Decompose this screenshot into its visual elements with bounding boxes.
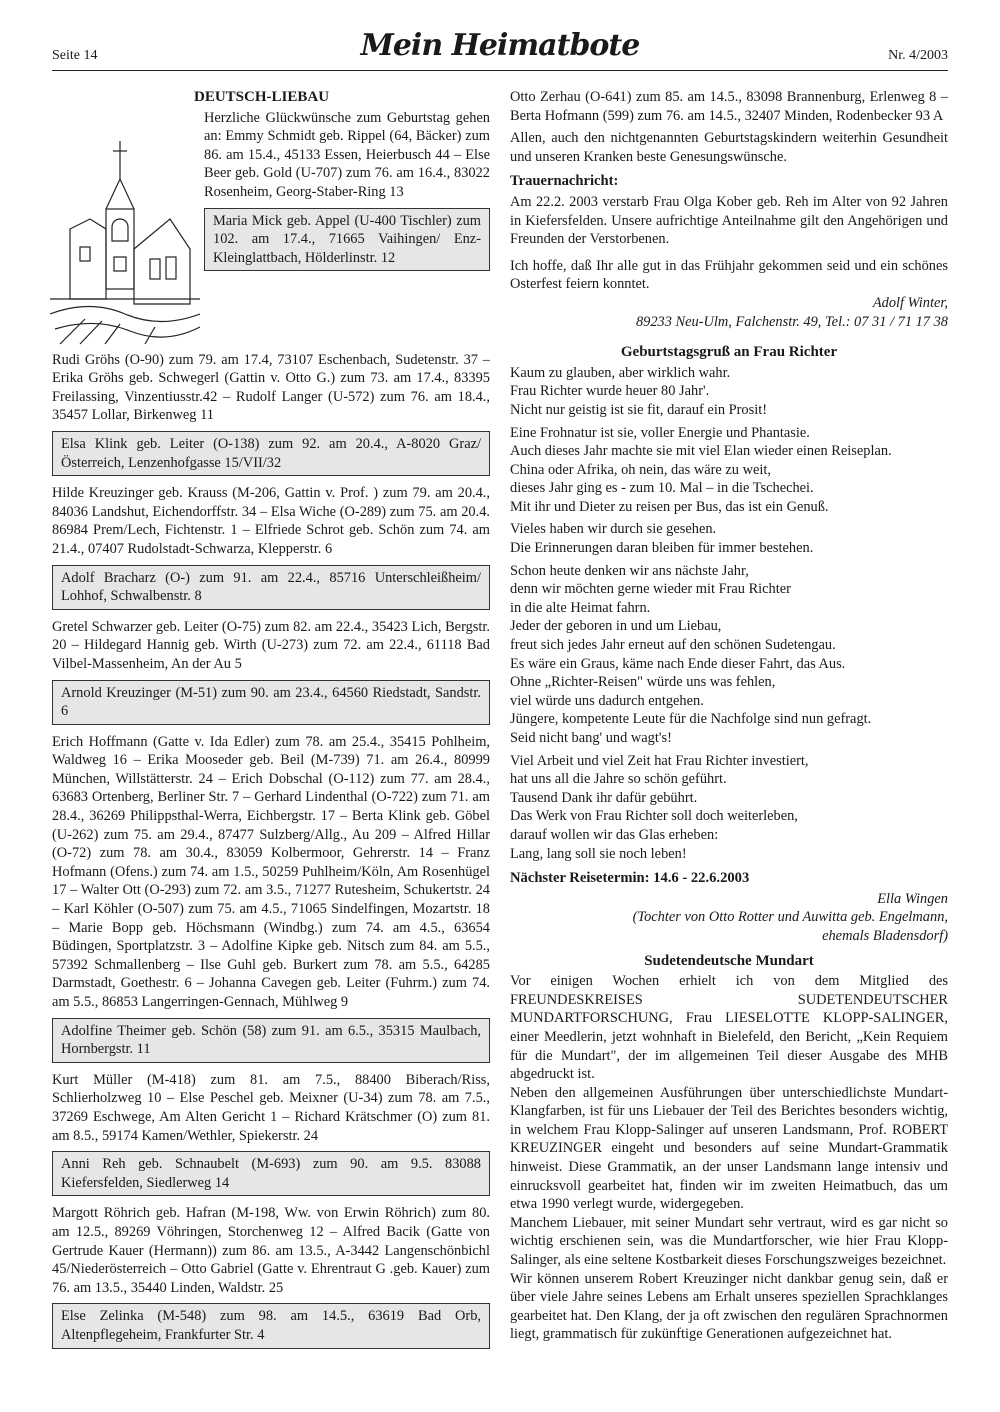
poem-stanza [510,562,948,748]
birthday-box-5: Adolfine Theimer geb. Schön (58) zum 91. am 6.5., 35315 Maulbach, Hornbergstr. 11 [52,1018,490,1063]
dialect-para-4: Wir können unserem Robert Kreuzinger nicht dankbar genug sein, daß er über viele Jahre seines Lebens am Erhalt unseres speziellen Sprachklanges gearbeitet hat. Den Klang, der ja oft zwischen den regulären Sprachnormen liegt, grammatisch für zukünftige Generationen aufgezeichnet hat. [510,1270,948,1343]
poem-line: Kaum zu glauben, aber wirklich wahr. [510,364,731,381]
signature-address-1: 89233 Neu-Ulm, Falchenstr. 49, Tel.: 07 31 / 71 17 38 [635,313,948,330]
birthday-text-5: Erich Hoffmann (Gatte v. Ida Edler) zum 78. am 25.4., 35415 Pohlheim, Waldweg 16 – Erika Mooseder geb. Beil (M-739) 71. am 26.4., 80999 München, Willstätterstr. 24 – Erich Dobschal (O-112) zum 77. am 28.4., 63683 Ortenberg, Berliner Str. 7 – Gerhard Lindenthal (O-722) zum 71. am 28.4., 36269 Philippsthal-Werra, Eichbergstr. 17 – Berta Klink geb. Göbel (U-262) zum 75. am 29.4., 87477 Sulzberg/Allg., Au 209 – Alfred Hillar (O-72) zum 78. am 30.4., 83059 Kolbermoor, Gehrerstr. 14 – Franz Hofmann (Ofens.) zum 74. am 1.5., 50259 Puhlheim/Köln, Am Rosenhügel 17 – Walter Ott (O-293) zum 72. am 3.5., 71277 Rutesheim, Schukertstr. 24 – Karl Köhler (O-507) zum 75. am 4.5., 71065 Sindelfingen, Mozartstr. 18 – Marie Bopp geb. Höchsmann (Windbg.) zum 74. am 4.5., 63654 Büdingen, Sportplatzstr. 3 – Adolfine Kipke geb. Nitsch zum 84. am 5.5., 57392 Schmallenberg – Ilse Guhl geb. Burkert zum 78. am 5.5., 64285 Darmstadt, Goethestr. 6 – Johanna Cavegen geb. Leiter (Fuhrm.) zum 74. am 5.5., 86853 Langerringen-Gennach, Mühlweg 9 [52,733,490,1010]
poem-line: Vieles haben wir durch sie gesehen. [510,521,717,538]
birthday-text-1: Herzliche Glückwünsche zum Geburtstag gehen an: Emmy Schmidt geb. Rippel (64, Bäcker) zum 86. am 15.4., 45133 Essen, Heierbusch 44 – Else Beer geb. Gold (U-707) zum 76. am 16.4., 83022 Rosenheim, Georg-Staber-Ring 13 [204,109,490,200]
poem-line: in die alte Heimat fahrn. [510,599,651,616]
poem-line: Schon heute denken wir ans nächste Jahr, [510,562,749,579]
birthday-text-6: Kurt Müller (M-418) zum 81. am 7.5., 88400 Biberach/Riss, Schlierholzweg 10 – Else Peschel geb. Meixner (U-34) zum 78. am 7.5., 37269 Eschwege, Am Alten Gericht 1 – Richard Krätschmer (O) zum 81. am 8.5., 59174 Kamen/Wethler, Spiekerstr. 24 [52,1071,490,1144]
dialect-para-1: Vor einigen Wochen erhielt ich von dem Mitglied des FREUNDESKREISES SUDETENDEUTSCHER MUNDARTFORSCHUNG, Frau LIESELOTTE KLOPP-SALINGER, einer Meedlerin, jetzt wohnhaft in Bielefeld, den Bericht, „Kein Requiem für die Mundart", der im allgemeinen Teil dieser Ausgabe des MHB abgedruckt ist. [510,973,948,1083]
birthday-box-4: Arnold Kreuzinger (M-51) zum 90. am 23.4., 64560 Riedstadt, Sandstr. 6 [52,680,490,725]
birthday-text-2: Rudi Gröhs (O-90) zum 79. am 17.4, 73107 Eschenbach, Sudetenstr. 37 – Erika Gröhs geb. Schwegerl (Gattin v. Otto G.) zum 73. am 17.4., 83395 Freilassing, Vinzentiusstr.42 – Rudolf Langer (U-572) zum 76. am 18.4., 35457 Lollar, Birkenweg 11 [52,351,490,424]
greeting-text: Ich hoffe, daß Ihr alle gut in das Frühjahr gekommen seid und ein schönes Osterfest feiern konntet. [510,257,948,293]
header-rule [52,70,948,71]
poem-line: Mit ihr und Dieter zu reisen per Bus, das ist ein Genuß. [510,498,829,515]
obituary-heading: Trauernachricht: [510,173,619,190]
poem-line: Es wäre ein Graus, käme nach Ende dieser Fahrt, das Aus. [510,655,846,672]
issue-number: Nr. 4/2003 [888,48,948,63]
poem-line: Eine Frohnatur ist sie, voller Energie und Phantasie. [510,424,810,441]
poem-stanza [510,364,948,420]
poem-line: Nicht nur geistig ist sie fit, darauf ein Prosit! [510,401,767,418]
masthead: Mein Heimatbote [360,28,640,63]
poem-line: viel würde uns dadurch entgehen. [510,692,704,709]
birthday-box-2: Elsa Klink geb. Leiter (O-138) zum 92. am 20.4., A-8020 Graz/ Österreich, Lenzenhofgasse 15/VII/32 [52,431,490,476]
poem-line: hat uns all die Jahre so schön geführt. [510,771,727,788]
poem-line: freut sich jedes Jahr erneut auf den schönen Sudetengau. [510,637,836,654]
poem-title: Geburtstagsgruß an Frau Richter [620,344,838,361]
birthday-text-8: Otto Zerhau (O-641) zum 85. am 14.5., 83098 Brannenburg, Erlenweg 8 – Berta Hofmann (599) zum 76. am 14.5., 32407 Minden, Rodenbecker 93 A [510,89,948,124]
page-number: Seite 14 [52,48,98,63]
birthday-box-3: Adolf Bracharz (O-) zum 91. am 22.4., 85716 Unterschleißheim/ Lohhof, Schwalbenstr. 8 [52,565,490,610]
poem-line: Ohne „Richter-Reisen" würde uns was fehlen, [510,674,776,691]
poem-line: darauf wollen wir das Glas erheben: [510,826,719,843]
next-trip-date: Nächster Reisetermin: 14.6 - 22.6.2003 [510,870,750,887]
poem-line: Auch dieses Jahr machte sie mit viel Elan wieder einen Reiseplan. [510,443,892,460]
signature-name-2: Ella Wingen [877,890,948,907]
obituary-text: Am 22.2. 2003 verstarb Frau Olga Kober geb. Reh im Alter von 92 Jahren in Kiefersfelden. Unsere aufrichtige Anteilnahme gilt den Angehörigen und Freunden der Verstorbenen. [510,193,948,248]
birthday-box-1: Maria Mick geb. Appel (U-400 Tischler) zum 102. am 17.4., 71665 Vaihingen/ Enz-Kleinglattbach, Hölderlinstr. 12 [204,208,490,272]
wishes-text: Allen, auch den nichtgenannten Geburtstagskindern weiterhin Gesundheit und unseren Kranken beste Genesungswünsche. [510,130,948,165]
left-column [52,88,490,1357]
signature-note-2b: ehemals Bladensdorf) [822,927,948,944]
poem-line: China oder Afrika, oh nein, das wäre zu weit, [510,461,771,478]
poem-line: Viel Arbeit und viel Zeit hat Frau Richter investiert, [510,752,809,769]
poem-line: Jeder der geboren in und um Liebau, [510,618,722,635]
signature-name-1: Adolf Winter, [872,294,948,311]
signature-note-2a: (Tochter von Otto Rotter und Auwitta geb. Engelmann, [632,909,948,926]
dialect-para-3: Manchem Liebauer, mit seiner Mundart sehr vertraut, wird es gar nicht so wichtig erschienen sein, was die Mundartforscher, wie hier Frau Klopp-Salinger, als eine seltene Kostbarkeit dieses Forschungszweiges bezeichnet. [510,1214,948,1269]
poem-line: dieses Jahr ging es - zum 10. Mal – in die Tschechei. [510,480,814,497]
poem-line: Das Werk von Frau Richter soll doch weiterleben, [510,808,798,825]
poem [510,364,948,863]
church-illustration [50,139,200,349]
poem-line: Seid nicht bang' und wagt's! [510,730,672,746]
birthday-box-6: Anni Reh geb. Schnaubelt (M-693) zum 90. am 9.5. 83088 Kiefersfelden, Siedlerweg 14 [52,1151,490,1196]
poem-stanza [510,752,948,864]
dialect-para-2: Neben den allgemeinen Ausführungen über unterschiedlichste Mundart-Klangfarben, ist für uns Liebauer der Teil des Berichtes besonders wichtig, in welchem Frau Klopp-Salinger auf unseren Landsmann, Prof. ROBERT KREUZINGER eingeht und besonders auf seine Mundart-Grammatik hinweist. Diese Grammatik, an der unser Landsmann lange intensiv und einrucksvoll gearbeitet hat, finden wir im zweiten Heimatbuch, das um etwa 1990 verlegt wurde, widergegeben. [510,1084,948,1213]
poem-line: denn wir möchten gerne wieder mit Frau Richter [510,581,791,598]
birthday-box-7: Else Zelinka (M-548) zum 98. am 14.5., 63619 Bad Orb, Altenpflegeheim, Frankfurter Str. 4 [52,1303,490,1348]
page-header [0,0,1000,70]
birthday-text-7: Margott Röhrich geb. Hafran (M-198, Ww. von Erwin Röhrich) zum 80. am 12.5., 89269 Vöhringen, Storchenweg 12 – Alfred Bacik (Gatte von Gertrude Kauer (Hermann)) zum 86. am 13.5., A-3442 Langenschönbichl 45/Niederösterreich – Otto Gabriel (Gatte v. Ehrentraut G .geb. Kauer) zum 76. am 13.5., 35440 Linden, Waldstr. 25 [52,1205,490,1296]
poem-line: Die Erinnerungen daran bleiben für immer bestehen. [510,540,814,557]
dialect-title: Sudetendeutsche Mundart [644,952,814,969]
poem-stanza [510,520,948,557]
right-column [510,88,948,1344]
poem-line: Jüngere, kompetente Leute für die Nachfolge sind nun gefragt. [510,711,872,728]
birthday-text-4: Gretel Schwarzer geb. Leiter (O-75) zum 82. am 22.4., 35423 Lich, Bergstr. 20 – Hildegard Hannig geb. Wirth (U-273) zum 72. am 22.4., 61118 Bad Vilbel-Massenheim, An der Au 5 [52,618,490,672]
poem-line: Frau Richter wurde heuer 80 Jahr'. [510,383,710,400]
section-title: DEUTSCH-LIEBAU [194,89,330,105]
poem-line: Tausend Dank ihr dafür gebührt. [510,789,698,806]
poem-stanza [510,424,948,517]
birthday-text-3: Hilde Kreuzinger geb. Krauss (M-206, Gattin v. Prof. ) zum 79. am 20.4., 84036 Landshut, Eichendorffstr. 34 – Elsa Wiche (O-289) zum 75. am 20.4. 86984 Prem/Lech, Fichtenstr. 1 – Elfriede Schrot geb. Schön zum 74. am 21.4., 07407 Rudolstadt-Schwarza, Klepperstr. 6 [52,485,490,557]
poem-line: Lang, lang soll sie noch leben! [510,845,687,862]
